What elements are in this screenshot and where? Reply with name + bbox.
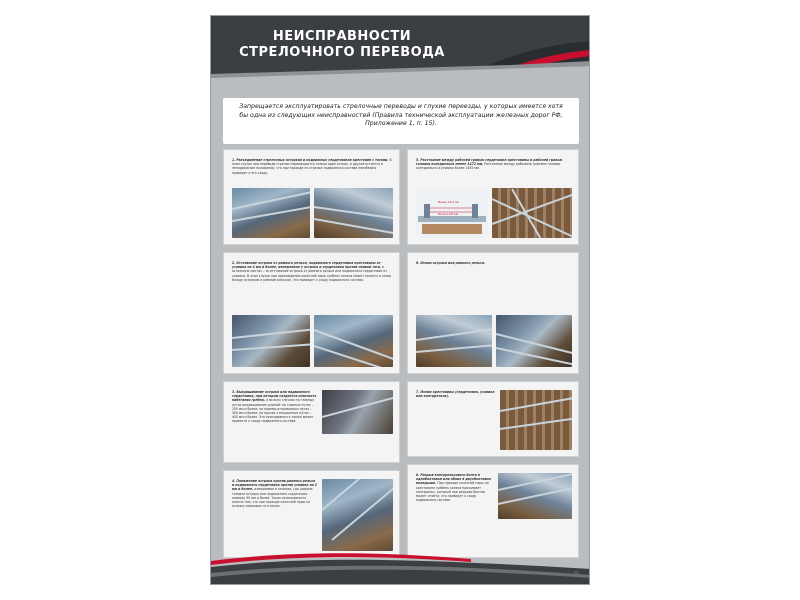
card-2-body: в остальных местах – за отставание остряка от рамного рельса или подвижного сердечника от усовика. В этом случае при прохождении колесной пары гребень колеса может попасть в зазор между остряком и рамным рельсом, что приведет к сходу подвижного состава. xyxy=(232,265,391,282)
card-5 xyxy=(407,149,579,245)
poster-header xyxy=(211,16,590,88)
card-6 xyxy=(407,252,579,374)
card-5-body: Расстояние между рабочими гранями головок контррельса и усовика более 1435 мм. xyxy=(416,162,561,171)
card-3-body: а во всех случаях на главных путях выкрашивание длиной: на главных путях – 200 мм и более; на приемо-отправочных путях – 300 мм и более; на прочих станционных путях – 400 мм и более. Эта неисправность также может привести к сходу подвижного состава. xyxy=(232,398,315,424)
card-1 xyxy=(223,149,400,245)
card-3-text xyxy=(232,390,318,424)
card-4-heading: 4. Понижение остряка против рамного рельса и подвижного сердечника против усовика на 2 мм и более, xyxy=(232,479,318,492)
card-6-heading: 6. Излом остряка или рамного рельса. xyxy=(416,261,486,265)
intro-text: Запрещается эксплуатировать стрелочные переводы и глухие переезды, у которых имеется хотя бы одна из следующих неисправностей (Правила технической эксплуатации железных дорог РФ, Приложение 1, п. 15). xyxy=(223,98,579,144)
card-6-photo-2 xyxy=(496,315,572,367)
card-8-body: При проходе колесной пары по крестовине гребень колеса прижимает контррельс, который при разрыве болтов может отойти, что приведет к сходу подвижного состава. xyxy=(416,481,489,503)
card-8-text xyxy=(416,473,494,502)
title-line-1: НЕИСПРАВНОСТИ xyxy=(272,29,412,44)
card-2-photo-2 xyxy=(314,315,393,367)
card-7 xyxy=(407,381,579,457)
card-6-text xyxy=(416,261,572,265)
card-7-photo xyxy=(500,390,572,450)
card-5-text xyxy=(416,158,572,171)
card-5-heading: 5. Расстояние между рабочей гранью сердечника крестовины и рабочей гранью головки контррельса менее 1472 мм. xyxy=(416,158,563,167)
card-8-heading: 8. Разрыв контррельсового болта в одноболтовом или обоих в двухболтовом вкладыше. xyxy=(416,473,491,486)
page-title xyxy=(227,29,457,61)
gauge-label-1: Менее 1472 мм xyxy=(438,201,459,204)
footer-swoosh-graphic xyxy=(211,539,590,584)
card-5-gauge-diagram xyxy=(416,188,488,238)
card-6-photo-1 xyxy=(416,315,492,367)
card-5-photo xyxy=(492,188,572,238)
card-7-text xyxy=(416,390,496,398)
card-3-photo xyxy=(322,390,393,434)
gauge-label-2: Более 1435 мм xyxy=(438,213,459,216)
card-1-text xyxy=(232,158,392,175)
card-4-text xyxy=(232,479,318,508)
title-line-2: СТРЕЛОЧНОГО ПЕРЕВОДА xyxy=(239,45,445,60)
card-8-photo xyxy=(498,473,572,519)
card-2 xyxy=(223,252,400,374)
poster xyxy=(210,15,590,585)
card-2-text xyxy=(232,261,392,282)
card-4-body: измеряемое в сечении, где ширина головки остряка или подвижного сердечника поверху 50 мм и более. Такая неисправность опасна тем, что при проходе колесной пары по остряку возможен его излом. xyxy=(232,487,313,509)
logo-icon xyxy=(574,571,579,574)
card-1-heading: 1. Разъединение стрелочных остряков и подвижных сердечников крестовин с тягами. xyxy=(232,158,389,162)
publisher-logo xyxy=(574,570,579,574)
card-1-photo-2 xyxy=(314,188,393,238)
card-1-photo-1 xyxy=(232,188,310,238)
card-2-photo-1 xyxy=(232,315,310,367)
card-3-heading: 3. Выкрашивание остряка или подвижного сердечника, при котором создается опасность набегания гребня, xyxy=(232,390,317,403)
card-7-heading: 7. Излом крестовины (сердечника, усовика или контррельса). xyxy=(416,390,495,399)
card-3 xyxy=(223,381,400,463)
card-2-heading: 2. Отставание остряка от рамного рельса, подвижного сердечника крестовины от усовика на 4 мм и более, измеряемое у остряка и сердечника против первой тяги, xyxy=(232,261,381,270)
card-1-body: В этом случае при переводе стрелки перемещается только один остряк, а другой остается в неподвижном положении, что при проходе по стрелке подвижного состава неизбежно приведет к его сходу. xyxy=(232,158,392,175)
